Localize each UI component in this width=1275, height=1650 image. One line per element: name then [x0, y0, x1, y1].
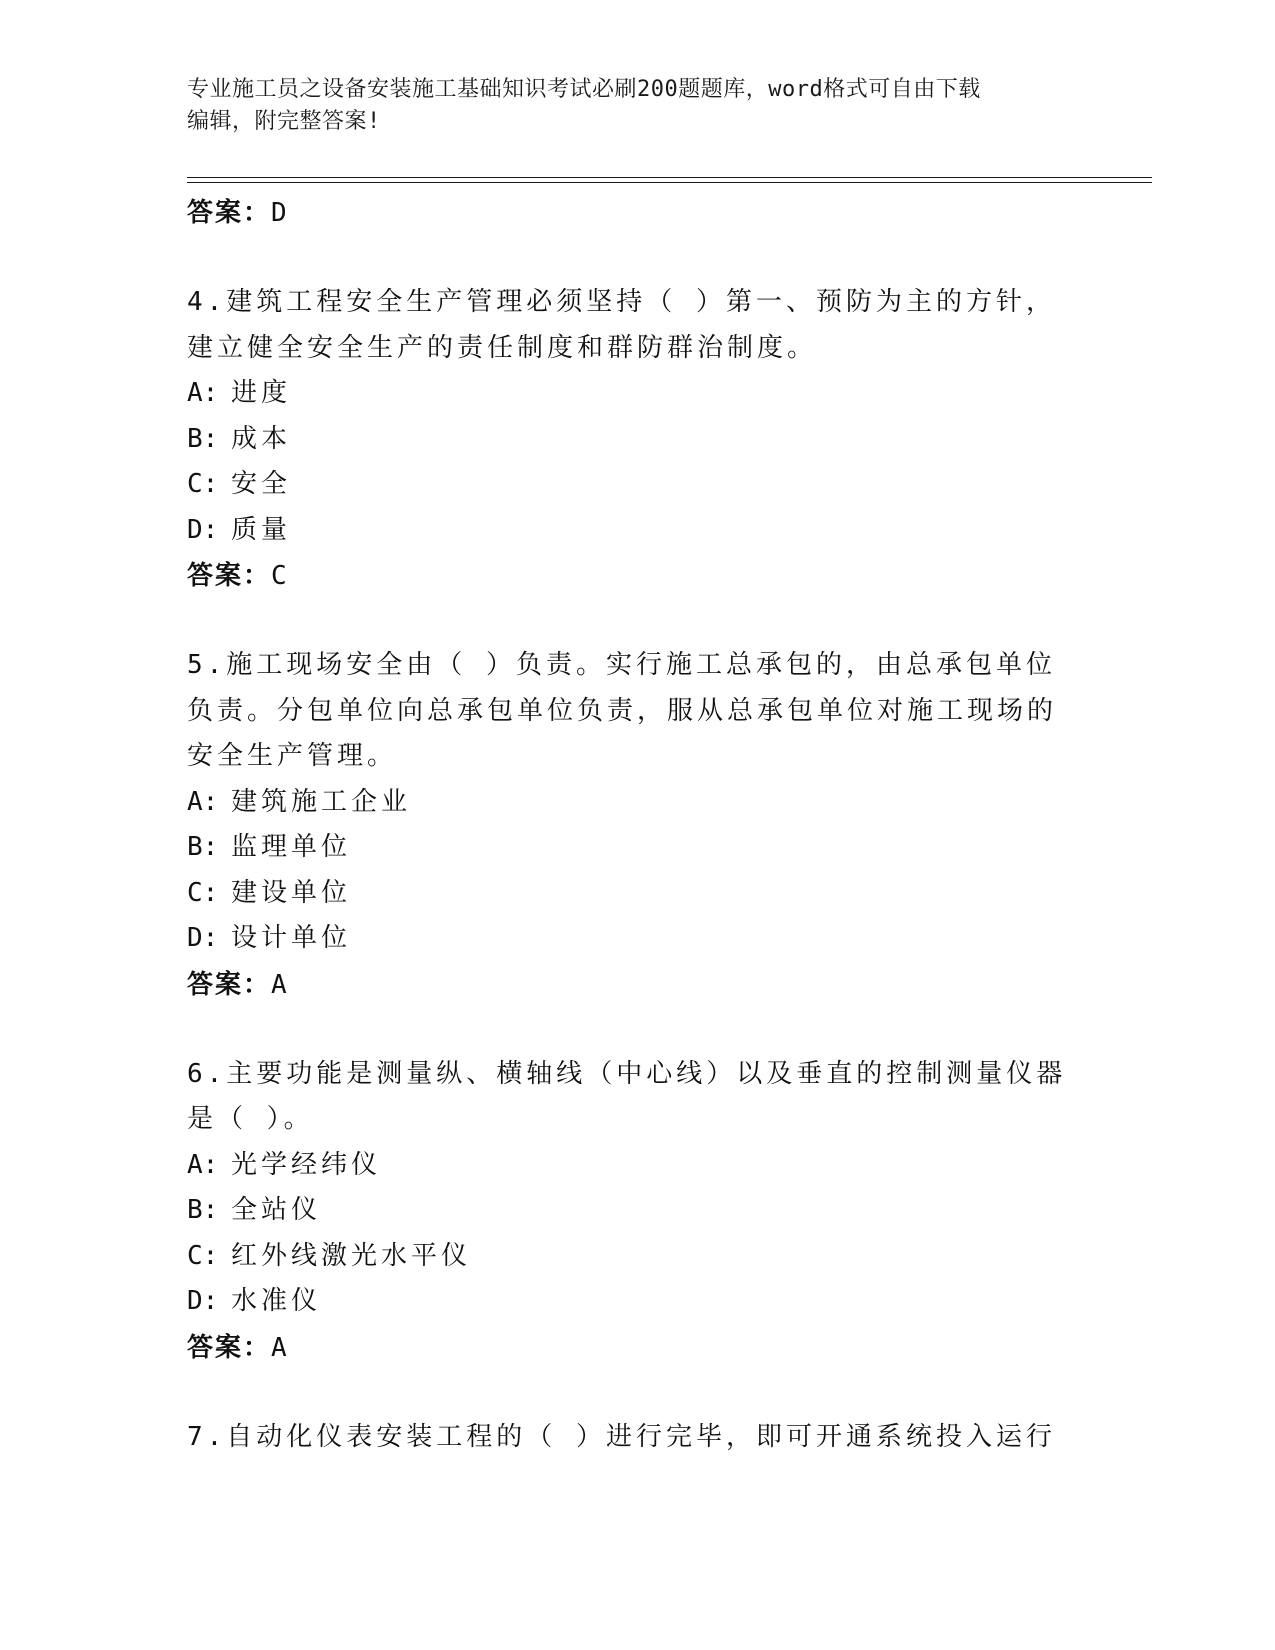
header-line-1: 专业施工员之设备安装施工基础知识考试必刷200题题库，word格式可自由下载 — [187, 77, 981, 102]
option-text: 光学经纬仪 — [231, 1149, 382, 1180]
option-c — [187, 462, 1077, 508]
answer-value: D — [271, 198, 291, 228]
answer-line — [187, 962, 1077, 1008]
option-text: 成本 — [231, 423, 292, 454]
option-key: B: — [187, 423, 219, 454]
header-rule-bottom — [187, 182, 1152, 183]
option-c — [187, 871, 1077, 917]
option-d — [187, 916, 1077, 962]
option-b — [187, 825, 1077, 871]
option-key: C: — [187, 469, 219, 499]
option-a — [187, 1143, 1077, 1189]
option-key: C: — [187, 1240, 219, 1271]
answer-label: 答案： — [187, 198, 272, 228]
option-text: 建设单位 — [231, 877, 352, 908]
option-b — [187, 1188, 1077, 1234]
option-d — [187, 508, 1077, 554]
answer-value: C — [271, 561, 291, 591]
option-text: 进度 — [231, 378, 292, 408]
header-rule-top — [187, 177, 1152, 178]
answer-label: 答案： — [187, 561, 272, 591]
option-key: A: — [187, 786, 219, 817]
option-key: D: — [187, 514, 219, 545]
option-key: D: — [187, 923, 219, 953]
question-block — [187, 1415, 1077, 1461]
answer-line — [187, 1325, 1077, 1371]
option-a — [187, 780, 1077, 826]
answer-line — [187, 553, 1077, 599]
option-key: A: — [187, 1149, 219, 1180]
option-a — [187, 371, 1077, 417]
option-text: 水准仪 — [231, 1286, 322, 1316]
answer-value: A — [271, 1332, 291, 1363]
option-key: B: — [187, 1195, 219, 1225]
answer-label: 答案： — [187, 969, 272, 1000]
option-key: A: — [187, 378, 219, 408]
question-block — [187, 1052, 1077, 1371]
option-text: 质量 — [231, 514, 292, 545]
question-block — [187, 643, 1077, 1008]
question-text: 6.主要功能是测量纵、横轴线（中心线）以及垂直的控制测量仪器是（ ）。 — [187, 1058, 1067, 1134]
header-line-2: 编辑，附完整答案! — [187, 109, 381, 134]
option-text: 全站仪 — [231, 1195, 322, 1225]
document-header — [187, 74, 1077, 138]
option-text: 红外线激光水平仪 — [231, 1240, 472, 1271]
option-text: 建筑施工企业 — [231, 786, 412, 817]
answer-label: 答案： — [187, 1332, 272, 1363]
question-block — [187, 280, 1077, 599]
answer-line — [187, 190, 1077, 236]
question-text: 4.建筑工程安全生产管理必须坚持（ ）第一、预防为主的方针，建立健全安全生产的责任制度和群防群治制度。 — [187, 287, 1056, 363]
option-text: 设计单位 — [231, 923, 352, 953]
option-key: D: — [187, 1286, 219, 1316]
option-key: B: — [187, 832, 219, 862]
option-c — [187, 1234, 1077, 1280]
option-b — [187, 417, 1077, 463]
question-text: 7.自动化仪表安装工程的（ ）进行完毕，即可开通系统投入运行 — [187, 1421, 1056, 1452]
option-key: C: — [187, 877, 219, 908]
option-d — [187, 1279, 1077, 1325]
option-text: 安全 — [231, 469, 292, 499]
option-text: 监理单位 — [231, 832, 352, 862]
question-text: 5.施工现场安全由（ ）负责。实行施工总承包的，由总承包单位负责。分包单位向总承包单位负责，服从总承包单位对施工现场的安全生产管理。 — [187, 650, 1058, 771]
answer-value: A — [271, 969, 291, 1000]
question-list — [187, 190, 1077, 1460]
